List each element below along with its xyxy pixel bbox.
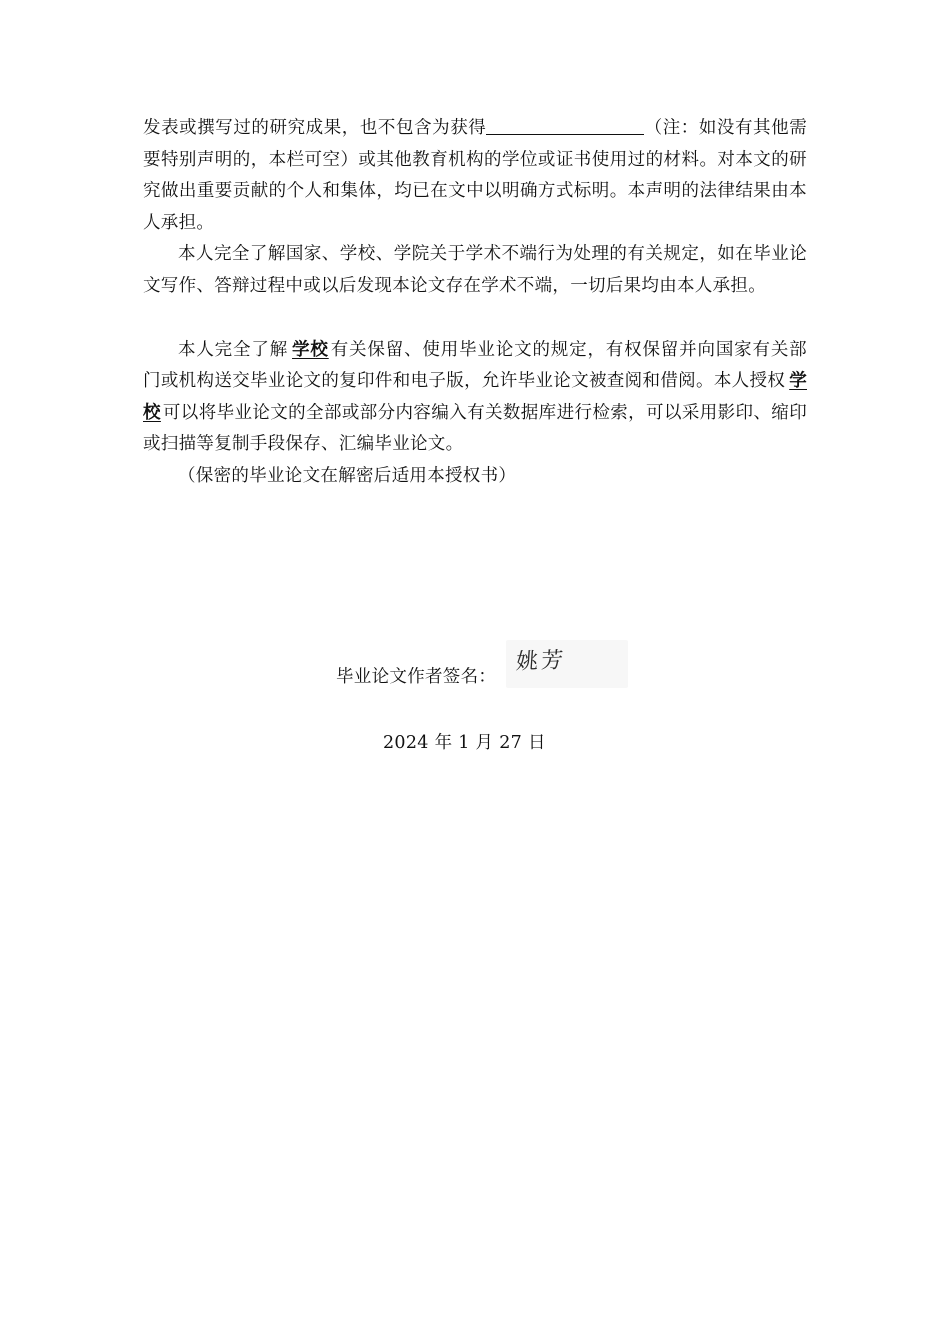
authorization-text-b: 有关保留、使用毕业论文的规定，有权保留并向国家有关部门或机构送交毕业论文的复印件和电子版，允许毕业论文被查阅和借阅。本人授权 <box>143 339 807 392</box>
authorization-text-a: 本人完全了解 <box>178 339 289 360</box>
originality-text-start: 发表或撰写过的研究成果，也不包含为获得 <box>143 118 487 138</box>
handwritten-signature <box>506 640 628 688</box>
signature-name: 姚芳 <box>515 648 567 675</box>
declaration-body <box>143 113 807 493</box>
originality-paragraph <box>143 113 807 239</box>
school-fill-2: 学校 <box>143 371 807 423</box>
authorization-paragraph <box>143 335 807 461</box>
confidential-note: （保密的毕业论文在解密后适用本授权书） <box>178 465 517 486</box>
authorization-text-c: 可以将毕业论文的全部或部分内容编入有关数据库进行检索，可以采用影印、缩印或扫描等复制手段保存、汇编毕业论文。 <box>143 402 807 455</box>
originality-text-end: （注：如没有其他需要特别声明的，本栏可空）或其他教育机构的学位或证书使用过的材料。对本文的研究做出重要贡献的个人和集体，均已在文中以明确方式标明。本声明的法律结果由本人承担。 <box>143 118 807 233</box>
degree-blank-line <box>486 114 644 135</box>
school-fill-1: 学校 <box>292 339 329 360</box>
signature-label: 毕业论文作者签名： <box>336 667 497 687</box>
signature-row <box>336 640 736 694</box>
misconduct-paragraph: 本人完全了解国家、学校、学院关于学术不端行为处理的有关规定，如在毕业论文写作、答辩过程中或以后发现本论文存在学术不端，一切后果均由本人承担。 <box>143 244 807 296</box>
paragraph-gap <box>143 303 807 335</box>
signing-date: 2024 年 1 月 27 日 <box>383 733 546 753</box>
